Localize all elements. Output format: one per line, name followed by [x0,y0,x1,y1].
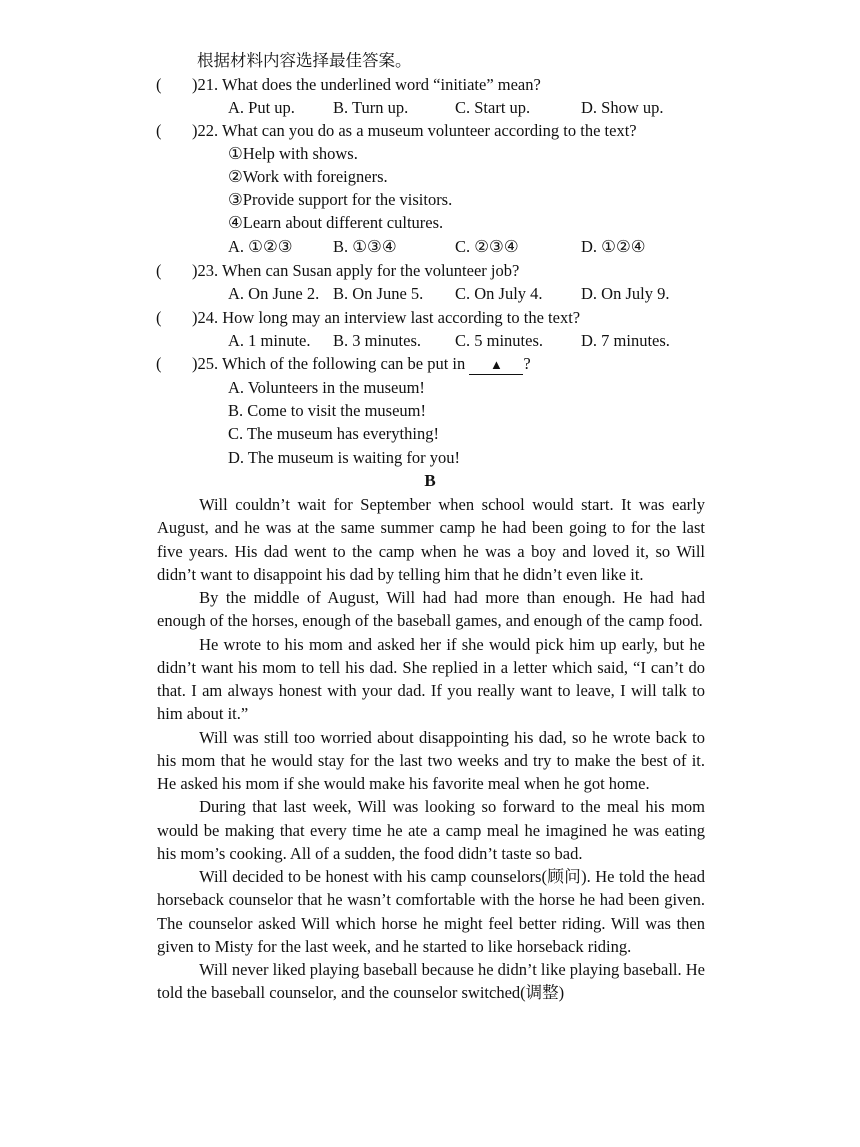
option-b: B. On June 5. [333,284,424,303]
passage-paragraph: He wrote to his mom and asked her if she would pick him up early, but he didn’t want his mom to tell his dad. She replied in a letter which said, “I can’t do that. I am always honest with your dad. If you really want to leave, I will talk to him about it.” [157,634,705,724]
answer-paren: ( [156,75,162,94]
question-text: )21. What does the underlined word “initiate” mean? [192,75,541,94]
question-text: )22. What can you do as a museum volunteer according to the text? [192,121,637,140]
statement-item: ①Help with shows. [228,144,358,163]
option-a: A. ①②③ [228,237,293,256]
option-b: B. Turn up. [333,98,409,117]
instruction-text: 根据材料内容选择最佳答案。 [197,51,412,70]
option-c: C. On July 4. [455,284,543,303]
section-heading: B [424,471,436,490]
option-a: A. 1 minute. [228,331,311,350]
passage-paragraph: During that last week, Will was looking so forward to the meal his mom would be making that every time he ate a camp meal he imagined he was eating his mom’s cooking. All of a sudden, the food didn’t taste so bad. [157,797,705,863]
option-a: A. Put up. [228,98,295,117]
passage-paragraph: Will never liked playing baseball because he didn’t like playing baseball. He told the baseball counselor, and the counselor switched(调整) [157,960,705,1003]
option-d: D. Show up. [581,98,664,117]
question-23 [0,259,860,282]
passage-paragraph: Will couldn’t wait for September when school would start. It was early August, and he was at the same summer camp he had been going to for the last five years. His dad went to the camp when he was a boy and loved it, so Will didn’t want to disappoint his dad by telling him that he didn’t even like it. [157,495,705,584]
question-text: )25. Which of the following can be put in [192,354,466,373]
option-d: D. The museum is waiting for you! [228,448,461,467]
option-a: A. On June 2. [228,284,320,303]
option-c: C. 5 minutes. [455,331,544,350]
reading-passage [157,493,705,1005]
answer-paren: ( [156,308,162,327]
option-c: C. The museum has everything! [228,424,439,443]
answer-paren: ( [156,261,162,280]
question-21 [0,73,860,96]
fill-blank [469,356,523,375]
answer-paren: ( [156,121,162,140]
question-mark: ? [523,354,531,373]
option-a: A. Volunteers in the museum! [228,378,425,397]
passage-paragraph: By the middle of August, Will had had more than enough. He had had enough of the horses, enough of the baseball games, and enough of the camp food. [157,588,705,631]
question-text: )24. How long may an interview last according to the text? [192,308,581,327]
option-d: D. On July 9. [581,284,670,303]
passage-paragraph: Will was still too worried about disappointing his dad, so he wrote back to his mom that he would stay for the last two weeks and try to make the best of it. He asked his mom if she would make his favorite meal when he got home. [157,727,705,793]
triangle-icon: ▲ [489,357,503,372]
answer-paren: ( [156,354,162,373]
option-b: B. ①③④ [333,237,397,256]
question-22 [0,119,860,142]
question-text: )23. When can Susan apply for the volunteer job? [192,261,520,280]
option-d: D. ①②④ [581,237,646,256]
statement-item: ②Work with foreigners. [228,167,388,186]
statement-item: ③Provide support for the visitors. [228,190,453,209]
option-c: C. ②③④ [455,237,519,256]
statement-item: ④Learn about different cultures. [228,213,444,232]
option-b: B. 3 minutes. [333,331,422,350]
passage-paragraph: Will decided to be honest with his camp counselors(顾问). He told the head horseback counselor that he wasn’t comfortable with the horse he had been given. The counselor asked Will which horse he might feel better riding. Will was then given to Misty for the last week, and he started to like horseback riding. [157,867,705,956]
question-25 [0,352,860,375]
option-b: B. Come to visit the museum! [228,401,426,420]
question-24 [0,306,860,329]
option-c: C. Start up. [455,98,531,117]
question-text-wrap [192,352,531,375]
option-d: D. 7 minutes. [581,331,670,350]
